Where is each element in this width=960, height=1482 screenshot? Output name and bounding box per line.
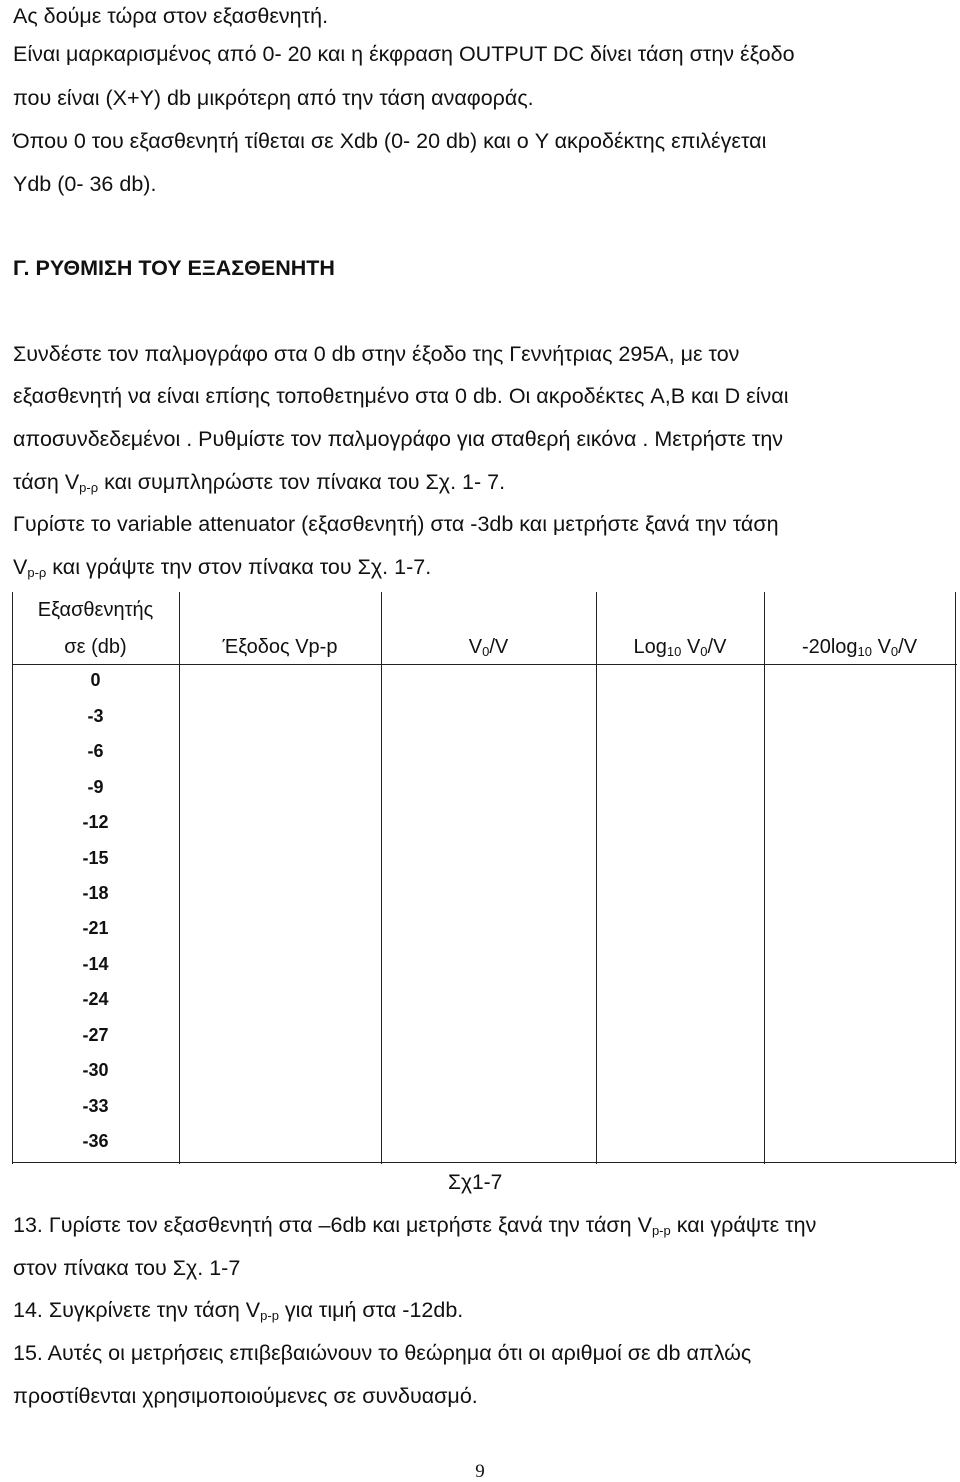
section-line-4-b: και συμπληρώστε τον πίνακα του Σχ. 1- 7. [98,470,506,494]
intro-line-2: Είναι μαρκαρισμένος από 0- 20 και η έκφραση OUTPUT DC δίνει τάση στην έξοδο [13,42,795,66]
attenuation-value-11: -30 [82,1060,109,1080]
header-db-sub1: 10 [857,644,873,659]
attenuation-value-4: -12 [82,812,109,832]
attenuator-table [12,592,957,1164]
header-ratio [381,637,596,657]
header-attenuator-line1: Εξασθενητής [37,599,154,621]
step-13-sub: p-p [651,1223,671,1238]
table-divider-4 [764,592,765,1164]
attenuation-value-3: -9 [87,777,104,797]
step-15-line-1: 15. Αυτές οι μετρήσεις επιβεβαιώνουν το θεώρημα ότι οι αριθμοί σε db απλώς [13,1341,752,1365]
header-ratio-sub: 0 [482,644,490,659]
header-db-sub2: 0 [890,644,899,659]
page-number: 9 [475,1461,485,1482]
header-log-c: /V [707,636,727,658]
attenuation-value-10: -27 [82,1025,109,1045]
attenuation-value-12: -33 [82,1096,109,1116]
header-log-sub2: 0 [700,644,708,659]
table-border-right [955,592,956,1164]
section-line-1: Συνδέστε τον παλμογράφο στα 0 db στην έξοδο της Γεννήτριας 295Α, με τον [13,342,740,366]
attenuation-value-9: -24 [82,989,109,1009]
header-db-a: -20log [801,636,858,658]
step-14-a: 14. Συγκρίνετε την τάση V [13,1298,261,1322]
section-line-4-a: τάση V [13,470,80,494]
section-line-4-sub: p-ρ [79,480,99,495]
attenuation-value-0: 0 [90,670,101,690]
header-log-a: Log [633,636,667,658]
attenuation-value-1: -3 [87,706,104,726]
step-13-line-1 [13,1215,816,1237]
attenuation-value-5: -15 [82,848,109,868]
attenuation-value-2: -6 [87,741,104,761]
header-output-vpp: Έξοδος Vp-p [222,636,338,658]
section-line-6-b: και γράψτε την στον πίνακα του Σχ. 1-7. [46,555,432,579]
table-border-bottom [12,1162,957,1163]
section-line-3: αποσυνδεδεμένοι . Ρυθμίστε τον παλμογράφο για σταθερή εικόνα . Μετρήστε την [13,427,784,451]
header-ratio-b: /V [489,636,509,658]
intro-line-4: Όπου 0 του εξασθενητή τίθεται σε Xdb (0- 20 db) και ο Y ακροδέκτης επιλέγεται [13,129,767,153]
section-line-2: εξασθενητή να είναι επίσης τοποθετημένο στα 0 db. Οι ακροδέκτες A,B και D είναι [13,384,789,408]
section-line-6-a: V [13,555,28,579]
header-log-ratio [596,637,764,657]
section-line-5: Γυρίστε το variable attenuator (εξασθενητή) στα -3db και μετρήστε ξανά την τάση [13,512,779,536]
section-line-6 [13,557,431,579]
header-log-sub1: 10 [666,644,682,659]
attenuation-value-13: -36 [82,1131,109,1151]
step-14-sub: p-p [260,1308,279,1323]
step-15-line-2: προστίθενται χρησιμοποιούμενες σε συνδυασμό. [13,1384,478,1408]
table-divider-1 [179,592,180,1164]
section-line-6-sub: p-ρ [27,565,47,580]
intro-line-3: που είναι (X+Y) db μικρότερη από την τάση αναφοράς. [13,86,534,110]
intro-line-1: Ας δούμε τώρα στον εξασθενητή. [13,4,329,28]
table-caption: Σχ1-7 [448,1171,503,1194]
section-heading: Γ. ΡΥΘΜΙΣΗ ΤΟΥ ΕΞΑΣΘΕΝΗΤΗ [13,256,335,280]
intro-line-5: Ydb (0- 36 db). [13,172,157,196]
section-line-4 [13,472,505,494]
header-db-b: V [872,636,891,658]
attenuation-value-6: -18 [82,883,109,903]
step-14 [13,1300,463,1322]
header-db-ratio [764,637,955,657]
table-divider-2 [381,592,382,1164]
step-13-b: και γράψτε την [670,1213,817,1237]
step-13-a: 13. Γυρίστε τον εξασθενητή στα –6db και μετρήστε ξανά την τάση V [13,1213,652,1237]
header-db-c: /V [898,636,918,658]
attenuation-value-8: -14 [82,954,109,974]
header-log-b: V [681,636,701,658]
attenuation-value-7: -21 [82,918,109,938]
step-14-b: για τιμή στα -12db. [278,1298,464,1322]
header-ratio-a: V [468,636,483,658]
table-header-separator [12,664,957,665]
step-13-line-2: στον πίνακα του Σχ. 1-7 [13,1256,241,1280]
header-attenuator-line2: σε (db) [64,636,127,658]
table-divider-3 [596,592,597,1164]
